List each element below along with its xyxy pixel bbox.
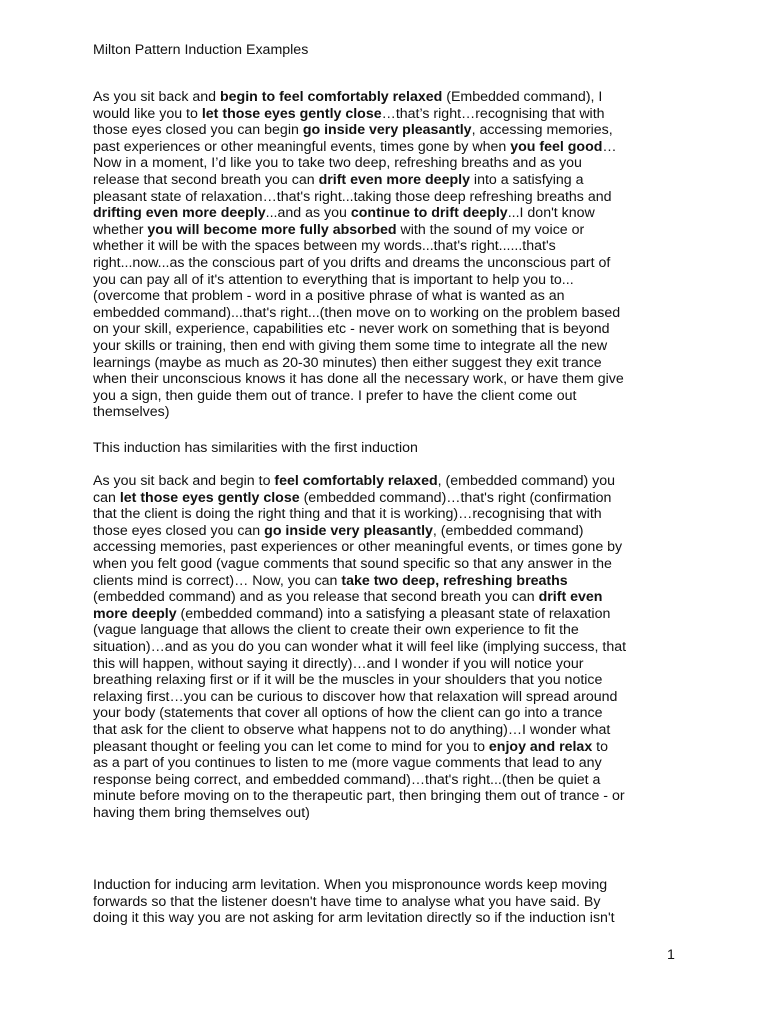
- text-line: [93, 89, 693, 106]
- text-line: [93, 139, 693, 156]
- text-run: when their unconscious knows it has done all the necessary work, or have them give: [93, 371, 624, 388]
- text-run: with the sound of my voice or: [396, 221, 585, 238]
- bold-phrase: more deeply: [93, 605, 177, 622]
- bold-phrase: take two deep, refreshing breaths: [341, 572, 568, 589]
- text-run: minute before moving on to the therapeutic part, then bringing them out of trance - or: [93, 788, 625, 805]
- text-line: [93, 556, 693, 573]
- text-run: pleasant thought or feeling you can let come to mind for you to: [93, 738, 489, 755]
- text-run: you can pay all of it's attention to everything that is important to help you to...: [93, 271, 574, 288]
- text-line: [93, 122, 693, 139]
- bold-phrase: drift even more deeply: [318, 171, 470, 188]
- bold-phrase: begin to feel comfortably relaxed: [219, 89, 443, 105]
- text-line: [93, 404, 693, 421]
- text-run: As you sit back and: [93, 89, 220, 105]
- text-line: [93, 355, 693, 372]
- text-run: ...and as you: [265, 205, 351, 222]
- text-run: doing it this way you are not asking for arm levitation directly so if the induction isn't: [93, 910, 615, 927]
- text-run: (vague language that allows the client to create their own experience to fit the: [93, 622, 579, 639]
- text-run: (Embedded command), I: [442, 89, 603, 105]
- text-run: themselves): [93, 404, 170, 421]
- text-run: (embedded command)…that's right (confirmation: [299, 489, 612, 506]
- text-run: whether it will be with the spaces between my words...that's right......that's: [93, 238, 556, 255]
- text-line: [93, 639, 693, 656]
- text-line: [93, 606, 693, 623]
- text-run: that ask for the client to observe what happens not to do anything)…I wonder what: [93, 721, 611, 738]
- text-line: [93, 440, 693, 457]
- text-run: , accessing memories,: [471, 122, 613, 139]
- text-line: [93, 772, 693, 789]
- text-line: [93, 388, 693, 405]
- text-run: As you sit back and begin to: [93, 473, 275, 489]
- text-line: [93, 523, 693, 540]
- text-line: [93, 106, 693, 123]
- text-run: …: [602, 138, 617, 155]
- text-run: , (embedded command): [432, 522, 584, 539]
- paragraph-1: [93, 89, 693, 421]
- text-line: [93, 573, 693, 590]
- text-run: you a sign, then guide them out of trance. I prefer to have the client come out: [93, 387, 577, 404]
- text-run: Now in a moment, I’d like you to take two deep, refreshing breaths and as you: [93, 155, 582, 172]
- text-line: [93, 205, 693, 222]
- text-line: [93, 238, 693, 255]
- bold-phrase: let those eyes gently close: [119, 489, 300, 506]
- text-line: [93, 672, 693, 689]
- text-line: [93, 172, 693, 189]
- text-line: [93, 656, 693, 673]
- text-run: pleasant state of relaxation…that's right...taking those deep refreshing breaths and: [93, 188, 612, 205]
- text-run: as a part of you continues to listen to me (more vague comments that lead to any: [93, 755, 602, 772]
- text-run: situation)…and as you do you can wonder what it will feel like (implying success, that: [93, 638, 627, 655]
- text-run: into a satisfying a: [469, 171, 584, 188]
- text-line: [93, 788, 693, 805]
- text-run: (embedded command) and as you release that second breath you can: [93, 589, 539, 606]
- text-run: relaxing first…you can be curious to discover how that relaxation will spread around: [93, 688, 618, 705]
- text-line: [93, 739, 693, 756]
- text-line: [93, 689, 693, 706]
- text-line: [93, 877, 693, 894]
- bold-phrase: you will become more fully absorbed: [147, 221, 397, 238]
- text-run: release that second breath you can: [93, 171, 319, 188]
- bold-phrase: enjoy and relax: [488, 738, 593, 755]
- text-line: [93, 894, 693, 911]
- text-run: to: [592, 738, 608, 755]
- text-run: those eyes closed you can begin: [93, 122, 303, 139]
- text-run: breathing relaxing first or if it will be the muscles in your shoulders that you notice: [93, 672, 603, 689]
- text-line: [93, 305, 693, 322]
- text-run: having them bring themselves out): [93, 804, 310, 821]
- text-line: [93, 189, 693, 206]
- text-run: your skills or training, then end with giving them some time to integrate all the new: [93, 337, 608, 354]
- paragraph-2: [93, 440, 693, 457]
- text-run: …that’s right…recognising that with: [381, 105, 605, 122]
- text-line: [93, 321, 693, 338]
- text-run: learnings (maybe as much as 20-30 minutes) then either suggest they exit trance: [93, 354, 602, 371]
- bold-phrase: drifting even more deeply: [93, 205, 266, 222]
- text-run: response being correct, and embedded command)…that's right...(then be quiet a: [93, 771, 601, 788]
- text-run: that the client is doing the right thing and that it is working)…recognising that with: [93, 506, 602, 523]
- text-run: when you felt good (vague comments that sound specific so that any answer in the: [93, 555, 612, 572]
- text-run: can: [93, 489, 120, 506]
- text-run: would like you to: [93, 105, 202, 122]
- document-title: Milton Pattern Induction Examples: [93, 42, 309, 58]
- bold-phrase: drift even: [538, 589, 603, 606]
- text-run: your body (statements that cover all options of how the client can go into a trance: [93, 705, 603, 722]
- text-run: those eyes closed you can: [93, 522, 265, 539]
- bold-phrase: continue to drift deeply: [350, 205, 508, 222]
- bold-phrase: go inside very pleasantly: [264, 522, 433, 539]
- text-run: accessing memories, past experiences or other meaningful events, or times gone by: [93, 539, 623, 556]
- bold-phrase: feel comfortably relaxed: [274, 473, 438, 489]
- text-line: [93, 910, 693, 927]
- text-line: [93, 338, 693, 355]
- text-run: (embedded command) into a satisfying a pleasant state of relaxation: [176, 605, 611, 622]
- text-line: [93, 371, 693, 388]
- text-run: clients mind is correct)… Now, you can: [93, 572, 342, 589]
- text-line: [93, 805, 693, 822]
- text-run: This induction has similarities with the first induction: [93, 440, 418, 456]
- text-run: (overcome that problem - word in a positive phrase of what is wanted as an: [93, 288, 565, 305]
- text-run: embedded command)...that's right...(then move on to working on the problem based: [93, 304, 621, 321]
- text-run: ...I don't know: [507, 205, 595, 222]
- text-line: [93, 255, 693, 272]
- bold-phrase: go inside very pleasantly: [302, 122, 472, 139]
- text-run: this will happen, without saying it directly)…and I wonder if you will notice your: [93, 655, 584, 672]
- paragraph-4: [93, 877, 693, 927]
- bold-phrase: you feel good: [510, 138, 603, 155]
- text-line: [93, 506, 693, 523]
- text-line: [93, 222, 693, 239]
- text-run: right...now...as the conscious part of you drifts and dreams the unconscious part of: [93, 254, 611, 271]
- text-line: [93, 589, 693, 606]
- text-line: [93, 622, 693, 639]
- text-line: [93, 705, 693, 722]
- text-line: [93, 155, 693, 172]
- page-number: 1: [667, 947, 675, 963]
- text-line: [93, 755, 693, 772]
- text-run: whether: [93, 221, 148, 238]
- text-line: [93, 473, 693, 490]
- text-run: past experiences or other meaningful events, times gone by when: [93, 138, 511, 155]
- text-run: , (embedded command) you: [437, 473, 616, 489]
- text-line: [93, 490, 693, 507]
- text-run: on your skill, experience, capabilities etc - never work on something that is beyond: [93, 321, 610, 338]
- paragraph-3: [93, 473, 693, 821]
- text-run: forwards so that the listener doesn't have time to analyse what you have said. By: [93, 893, 601, 910]
- text-run: Induction for inducing arm levitation. When you mispronounce words keep moving: [93, 877, 608, 893]
- bold-phrase: let those eyes gently close: [201, 105, 382, 122]
- text-line: [93, 288, 693, 305]
- text-line: [93, 272, 693, 289]
- text-line: [93, 539, 693, 556]
- text-line: [93, 722, 693, 739]
